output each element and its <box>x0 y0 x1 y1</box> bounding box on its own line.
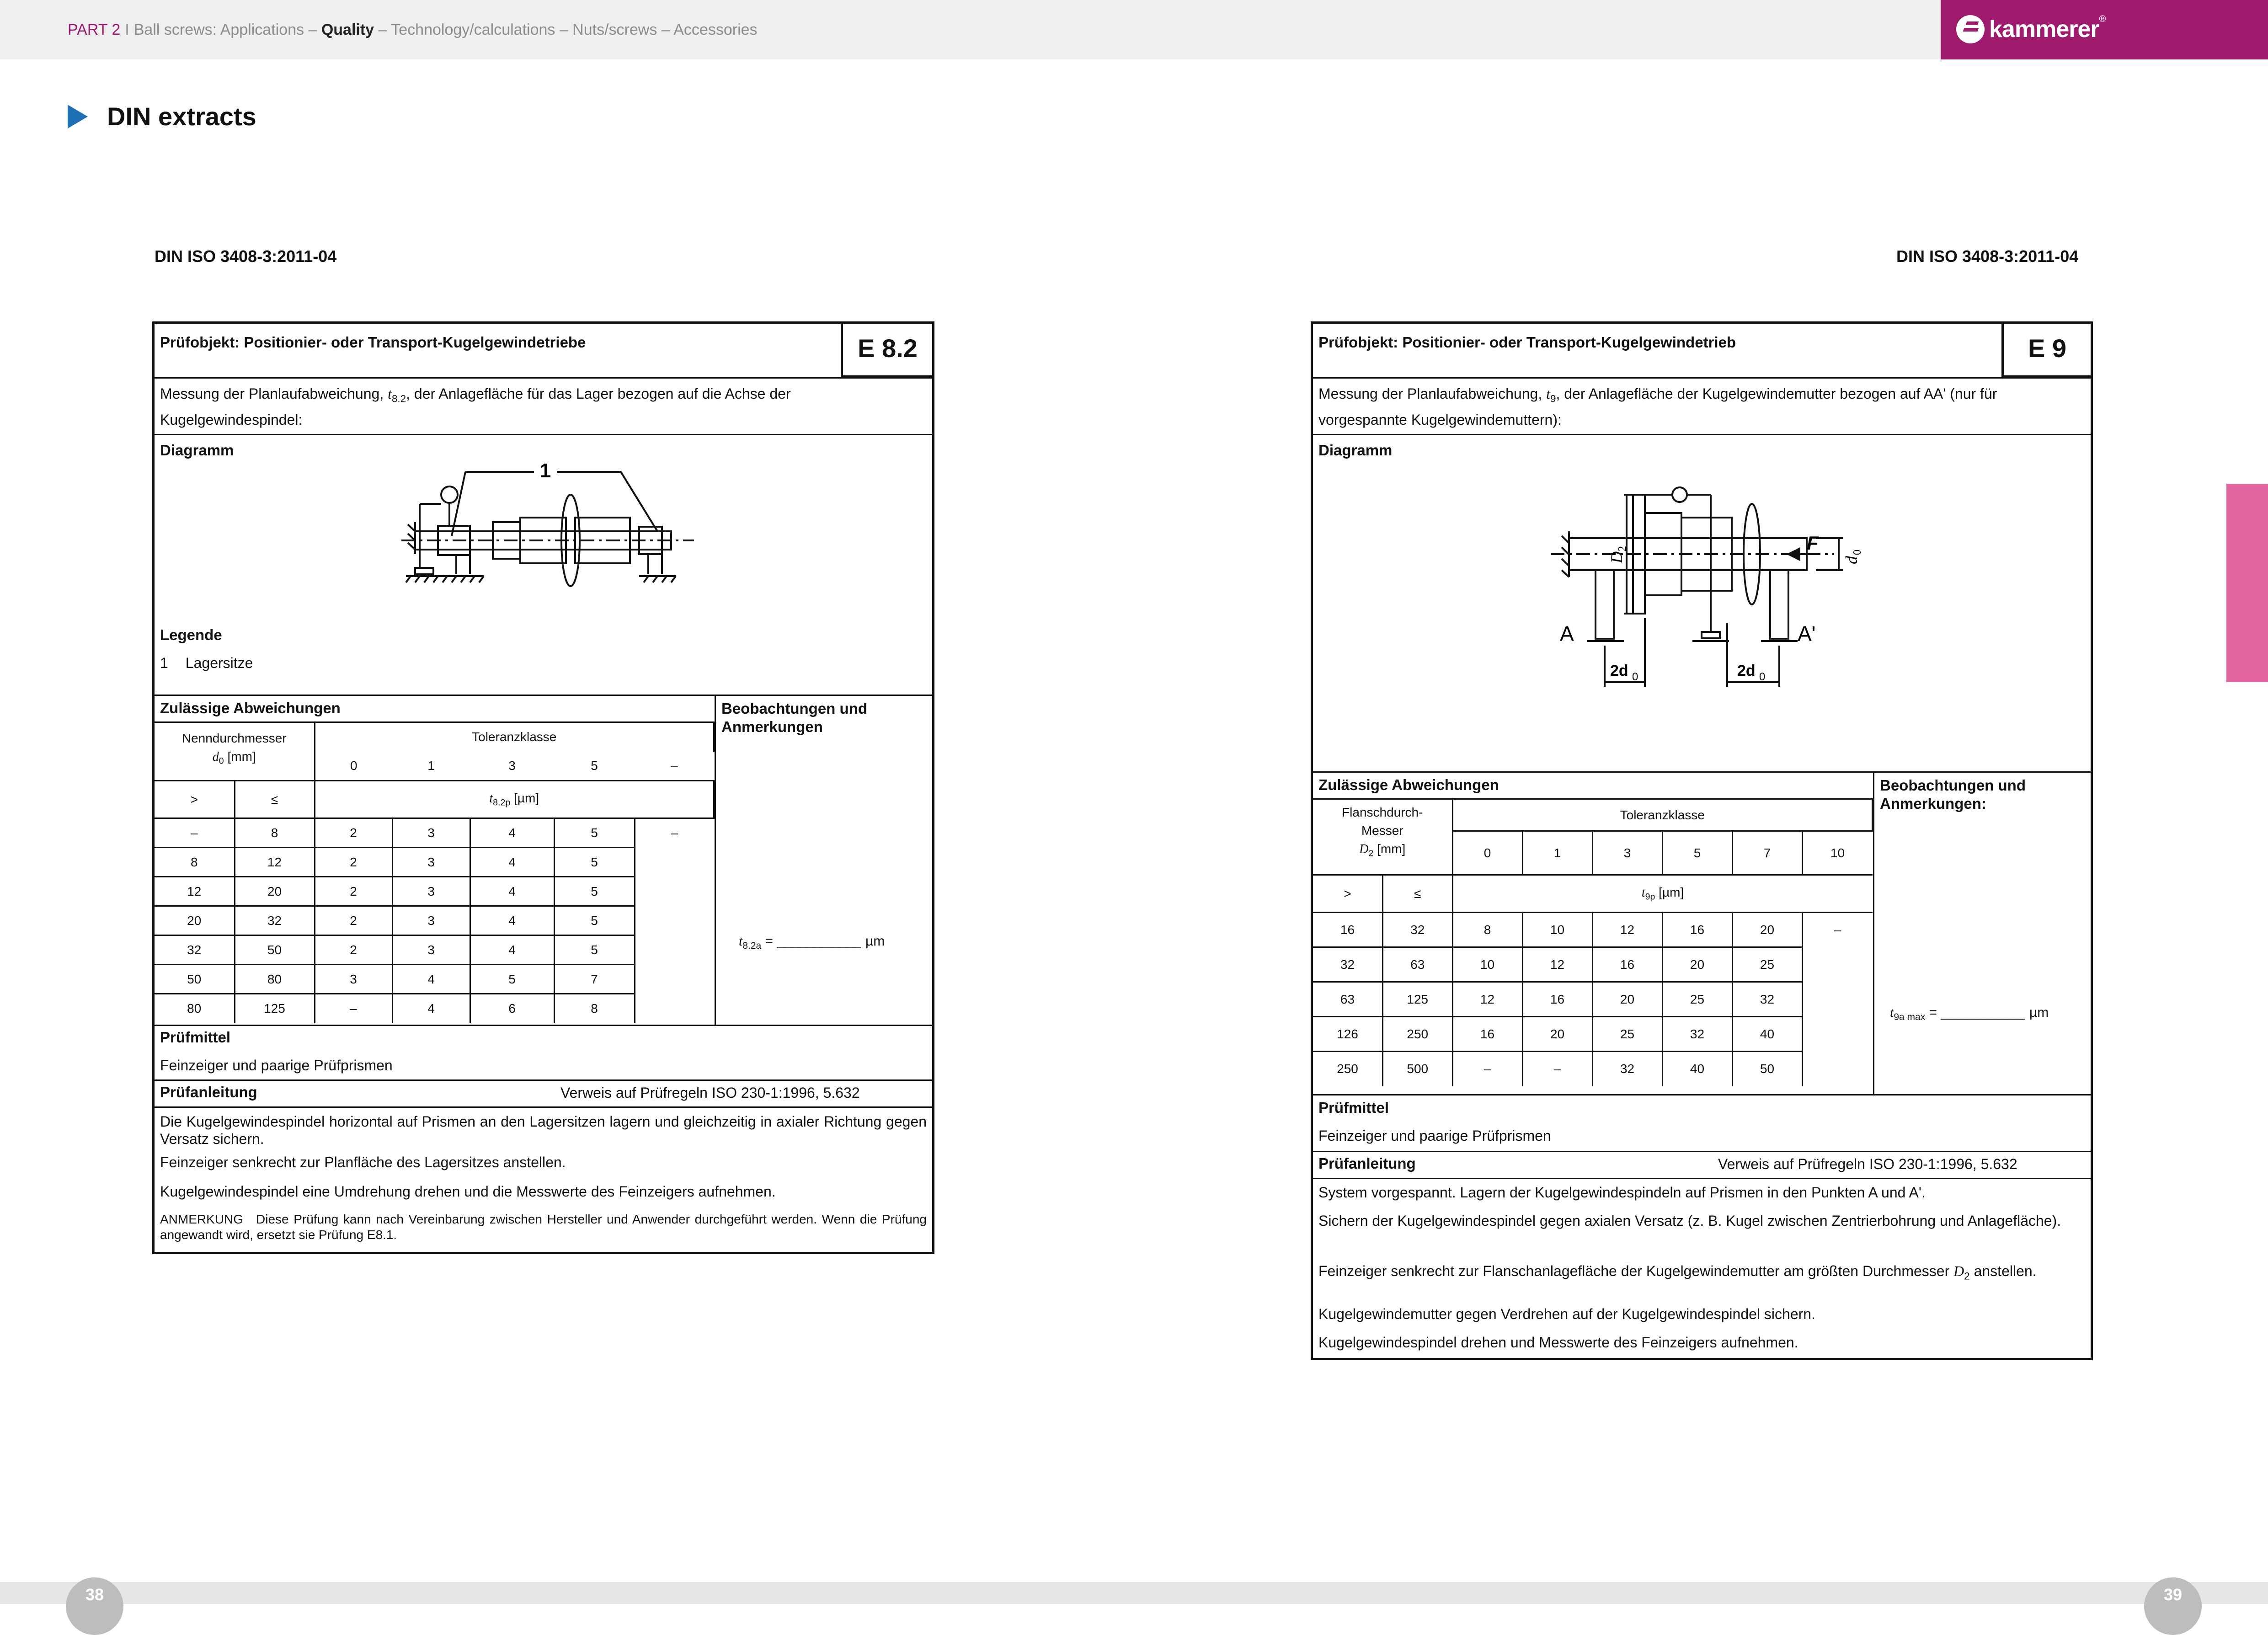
flansch-header <box>1313 799 1452 875</box>
diagram-label-a: A <box>1560 622 1574 646</box>
breadcrumb-active[interactable]: Quality <box>321 21 374 38</box>
page-number-left: 38 <box>66 1577 123 1635</box>
step-5: Kugelgewindespindel drehen und Messwerte des Feinzeigers aufnehmen. <box>1318 1334 1798 1351</box>
beobachtungen-label: Beobachtungen und Anmerkungen <box>721 700 867 735</box>
diagram-row <box>155 435 932 696</box>
flansch-label-2: Messer <box>1361 823 1403 838</box>
messung-symbol: t <box>1546 385 1550 402</box>
class-5: 5 <box>1662 831 1732 875</box>
diagramm-label: Diagramm <box>160 442 234 459</box>
nenn-sub: 0 <box>219 756 224 766</box>
messung-post: , der Anlagefläche für das Lager bezogen auf die Achse der Kugelgewindespindel: <box>160 385 791 428</box>
sheet-header-row <box>1313 324 2091 379</box>
diagram-label-d2: D <box>1607 551 1626 563</box>
messung-row <box>155 379 932 435</box>
step-2: Feinzeiger senkrecht zur Planfläche des Lagersitzes anstellen. <box>160 1154 566 1170</box>
brand-name: kammerer <box>1989 16 2099 43</box>
nenn-symbol: d <box>212 750 219 764</box>
pruefanleitung-label: Prüfanleitung <box>1318 1155 1416 1172</box>
flansch-sub: 2 <box>1368 848 1374 859</box>
table-row: 12 20 2 3 4 5 <box>155 877 714 906</box>
tolerance-body-e82 <box>155 818 714 1023</box>
table-row: 80 125 – 4 6 8 <box>155 994 714 1023</box>
zulaessig-label: Zulässige Abweichungen <box>160 700 341 716</box>
nenn-unit: [mm] <box>224 749 256 764</box>
table-row: 63 125 12 16 20 25 32 <box>1313 982 1873 1017</box>
test-sheet-e82 <box>152 321 934 1254</box>
test-code: E 8.2 <box>841 324 932 378</box>
unit-header <box>1452 875 1873 913</box>
breadcrumb-part[interactable]: PART 2 <box>68 21 121 38</box>
diagram-label-f: F <box>1807 532 1819 554</box>
legende-num: 1 <box>160 655 168 671</box>
diagram-row <box>1313 435 2091 773</box>
breadcrumb-after[interactable]: – Technology/calculations – Nuts/screws – Accessories <box>378 21 758 38</box>
pruefanleitung-row <box>1313 1152 2091 1353</box>
unit-header <box>315 781 714 818</box>
legende-entry <box>160 655 253 672</box>
step-4: Kugelgewindemutter gegen Verdrehen auf der Kugelgewindespindel sichern. <box>1318 1306 1815 1322</box>
standard-id-right: DIN ISO 3408-3:2011-04 <box>1896 247 2079 266</box>
step-3-post: anstellen. <box>1969 1263 2037 1279</box>
step-3-symbol: D <box>1953 1263 1964 1279</box>
breadcrumb-separator: I <box>125 21 129 38</box>
table-row: – 8 2 3 4 5 – <box>155 818 714 848</box>
page-number-right: 39 <box>2144 1577 2202 1635</box>
measurement-field-e9 <box>1890 1005 2049 1023</box>
meas-blank[interactable]: ___________ <box>1941 1005 2025 1020</box>
table-row: 50 80 3 4 5 7 <box>155 965 714 994</box>
diagram-label-2d0-right: 2d <box>1737 662 1756 679</box>
beobachtungen-label: Beobachtungen und Anmerkungen: <box>1880 777 2026 812</box>
pruefanleitung-row <box>155 1081 932 1250</box>
class-0: 0 <box>350 758 358 773</box>
diagram-label-2d0-left-sub: 0 <box>1632 671 1638 683</box>
pruefmittel-row <box>1313 1095 2091 1152</box>
table-row: 32 50 2 3 4 5 <box>155 935 714 965</box>
tolerance-table-e82 <box>155 721 715 1023</box>
tolerance-row <box>155 696 932 1026</box>
pruefobjekt-label: Prüfobjekt: Positionier- oder Transport-Kugelgewindetrieb <box>1318 334 1736 351</box>
meas-unit: µm <box>2029 1005 2049 1020</box>
pruefanleitung-label: Prüfanleitung <box>160 1084 257 1101</box>
toleranz-header: Toleranzklasse <box>1452 799 1873 831</box>
class-5: 5 <box>591 758 598 773</box>
test-sheet-e9 <box>1311 321 2093 1360</box>
meas-sub: 9a max <box>1894 1012 1926 1022</box>
col-le: ≤ <box>1383 875 1453 913</box>
diagram-callout-1: 1 <box>539 460 551 482</box>
toleranz-header: Toleranzklasse <box>315 722 714 752</box>
meas-blank[interactable]: ___________ <box>777 934 861 949</box>
messung-pre: Messung der Planlaufabweichung, <box>1318 385 1547 402</box>
step-2: Sichern der Kugelgewindespindel gegen axialen Versatz (z. B. Kugel zwischen Zentrierbohrung und Anlagefläche). <box>1318 1213 2061 1229</box>
diagram-label-d0-sub: 0 <box>1852 550 1863 555</box>
meas-sub: 8.2a <box>742 940 762 951</box>
zulaessig-label: Zulässige Abweichungen <box>1318 776 1499 793</box>
col-le: ≤ <box>235 781 315 818</box>
test-code: E 9 <box>2001 324 2091 378</box>
brand-trademark: ® <box>2099 14 2106 24</box>
meas-eq: = <box>761 934 777 949</box>
meas-eq: = <box>1925 1005 1941 1020</box>
class-3: 3 <box>1592 831 1662 875</box>
table-row: 126 250 16 20 25 32 40 <box>1313 1017 1873 1052</box>
measurement-field-e82 <box>739 934 885 951</box>
nut-runout-diagram <box>1542 486 1862 700</box>
anmerkung-text: ANMERKUNG Diese Prüfung kann nach Vereinbarung zwischen Hersteller und Anwender durchgeführt werden. Wenn die Prüfung angewandt wird, ersetzt sie Prüfung E8.1. <box>160 1212 927 1242</box>
step-1: Die Kugelgewindespindel horizontal auf Prismen an den Lagersitzen lagern und gleichzeitig in axialer Richtung gegen Versatz sichern. <box>160 1113 927 1147</box>
unit-symbol: t <box>489 791 493 806</box>
step-3: Kugelgewindespindel eine Umdrehung drehen und die Messwerte des Feinzeigers aufnehmen. <box>160 1183 776 1200</box>
unit-post: [µm] <box>1655 885 1684 899</box>
unit-post: [µm] <box>510 791 539 805</box>
col-gt: > <box>155 781 235 818</box>
table-row: 32 63 10 12 16 20 25 <box>1313 947 1873 982</box>
messung-pre: Messung der Planlaufabweichung, <box>160 385 388 402</box>
messung-post: , der Anlagefläche der Kugelgewindemutter bezogen auf AA' (nur für vorgespannte Kugelgewindemuttern): <box>1318 385 1997 428</box>
diagram-label-2d0-right-sub: 0 <box>1759 671 1766 683</box>
page-footer <box>0 1582 2268 1604</box>
diagram-label-2d0-left: 2d <box>1610 662 1628 679</box>
step-3-pre: Feinzeiger senkrecht zur Flanschanlagefläche der Kugelgewindemutter am größten Durchmesser <box>1318 1263 1954 1279</box>
class-0: 0 <box>1452 831 1522 875</box>
brand-logo <box>1956 11 2106 48</box>
section-title <box>68 102 256 131</box>
messung-text <box>155 379 932 437</box>
brand-mark-icon <box>1956 15 1985 43</box>
messung-sub: 9 <box>1550 393 1556 405</box>
standard-id-left: DIN ISO 3408-3:2011-04 <box>155 247 337 266</box>
unit-symbol: t <box>1641 885 1645 900</box>
class-10: 10 <box>1802 831 1873 875</box>
nenn-label: Nenndurchmesser <box>181 731 287 745</box>
tolerance-section <box>155 696 716 1025</box>
triangle-right-icon <box>68 105 88 128</box>
col-gt: > <box>1313 875 1383 913</box>
flansch-symbol: D <box>1359 842 1369 856</box>
legende-label: Legende <box>160 626 222 643</box>
class-1: 1 <box>1522 831 1592 875</box>
table-row: 16 32 8 10 12 16 20 – <box>1313 913 1873 947</box>
legende-text: Lagersitze <box>185 655 253 671</box>
class-1: 1 <box>427 758 435 773</box>
table-row: 8 12 2 3 4 5 <box>155 848 714 877</box>
class-7: 7 <box>1732 831 1802 875</box>
messung-symbol: t <box>388 385 392 402</box>
verweis-text: Verweis auf Prüfregeln ISO 230-1:1996, 5.632 <box>1718 1156 2017 1172</box>
tolerance-body-e9 <box>1313 913 1873 1086</box>
chapter-tab[interactable] <box>2226 484 2268 682</box>
diagramm-label: Diagramm <box>1318 442 1393 459</box>
meas-symbol: t <box>739 934 743 949</box>
pruefmittel-text: Feinzeiger und paarige Prüfprismen <box>160 1057 393 1074</box>
tolerance-section <box>1313 773 1874 1094</box>
diagram-label-d0: d <box>1842 556 1861 564</box>
breadcrumb <box>68 21 758 39</box>
tolerance-table-e9 <box>1313 798 1873 1086</box>
step-3 <box>1318 1262 2085 1285</box>
pruefmittel-text: Feinzeiger und paarige Prüfprismen <box>1318 1127 1551 1144</box>
class-dash: – <box>670 758 678 773</box>
class-3: 3 <box>508 758 516 773</box>
page-header <box>0 0 2268 59</box>
pruefobjekt-label: Prüfobjekt: Positionier- oder Transport-Kugelgewindetriebe <box>160 334 586 351</box>
section-title-text: DIN extracts <box>107 102 256 131</box>
pruefmittel-label: Prüfmittel <box>160 1029 231 1046</box>
step-3-sub: 2 <box>1964 1270 1970 1282</box>
verweis-text: Verweis auf Prüfregeln ISO 230-1:1996, 5.632 <box>560 1085 860 1101</box>
diagram-label-a-prime: A' <box>1798 622 1816 646</box>
table-row: 250 500 – – 32 40 50 <box>1313 1052 1873 1086</box>
brand-banner <box>1941 0 2268 59</box>
meas-symbol: t <box>1890 1005 1894 1020</box>
step-1: System vorgespannt. Lagern der Kugelgewindespindeln auf Prismen in den Punkten A und A'. <box>1318 1184 1926 1201</box>
unit-sub: 8.2p <box>493 797 511 808</box>
meas-unit: µm <box>865 934 885 949</box>
bearing-seat-diagram <box>401 458 712 591</box>
messung-text <box>1313 379 2091 437</box>
tolerance-row <box>1313 773 2091 1095</box>
breadcrumb-before[interactable]: Ball screws: Applications – <box>133 21 317 38</box>
flansch-unit: [mm] <box>1373 842 1406 856</box>
messung-sub: 8.2 <box>391 393 406 405</box>
diagram-label-d2-sub: 2 <box>1617 546 1628 551</box>
pruefmittel-row <box>155 1026 932 1081</box>
table-row: 20 32 2 3 4 5 <box>155 906 714 935</box>
unit-sub: 9p <box>1645 892 1655 902</box>
sheet-header-row <box>155 324 932 379</box>
messung-row <box>1313 379 2091 435</box>
nenn-header <box>155 722 315 781</box>
pruefmittel-label: Prüfmittel <box>1318 1099 1389 1116</box>
flansch-label-1: Flanschdurch- <box>1342 805 1423 819</box>
